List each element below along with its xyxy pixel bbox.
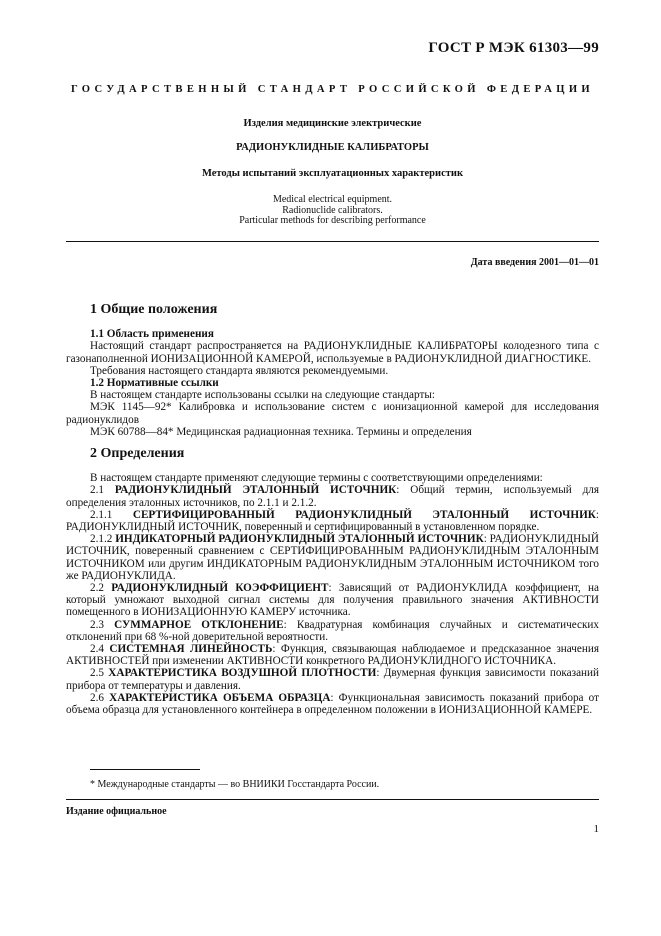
english-title: [66, 195, 599, 227]
definition-number: 2.6: [90, 691, 104, 704]
english-title-line-2: Radionuclide calibrators.: [282, 204, 383, 216]
footnote: * Международные стандарты — во ВНИИКИ Госстандарта России.: [90, 779, 380, 790]
definition-number: 2.3: [90, 618, 104, 631]
definition-2-5: [66, 667, 599, 691]
definition-2-6: [66, 692, 599, 716]
title-line-3: Методы испытаний эксплуатационных характеристик: [201, 168, 463, 179]
definition-number: 2.4: [90, 643, 104, 656]
section-2-heading: 2 Определения: [90, 446, 185, 462]
section-1-heading: 1 Общие положения: [90, 302, 218, 317]
definition-text: : Двумерная функция зависимости показаний прибора от температуры и давления.: [66, 667, 599, 692]
definition-text: : Функция, связывающая наблюдаемое и предсказанное значения АКТИВНОСТЕЙ при изменении АКТИВНОСТИ конкретного РАДИОНУКЛИДНОГО ИСТОЧНИКА.: [66, 643, 600, 668]
official-edition-label: Издание официальное: [66, 806, 167, 817]
definition-term: РАДИОНУКЛИДНЫЙ КОЭФФИЦИЕНТ: [111, 582, 329, 595]
definition-text: : РАДИОНУКЛИДНЫЙ ИСТОЧНИК, поверенный сравнением с СЕРТИФИЦИРОВАННЫМ РАДИОНУКЛИДНЫМ ЭТАЛОННЫМ ИСТОЧНИКОМ или другим ИНДИКАТОРНЫМ РАДИОНУКЛИДНЫМ ЭТАЛОННЫМ ИСТОЧНИКОМ того же РАДИОНУКЛИДА.: [66, 533, 599, 582]
definition-text: : Общий термин, используемый для определения эталонных источников, по 2.1.1 и 2.1.2.: [66, 484, 599, 509]
definition-2-1-2: [66, 533, 599, 582]
definition-term: ХАРАКТЕРИСТИКА ВОЗДУШНОЙ ПЛОТНОСТИ: [108, 667, 377, 680]
page-number: 1: [593, 823, 599, 835]
paragraph: В настоящем стандарте применяют следующие термины с соответствующими определениями:: [90, 472, 543, 485]
effective-date: Дата введения 2001—01—01: [470, 257, 599, 268]
definition-text: : РАДИОНУКЛИДНЫЙ ИСТОЧНИК, поверенный и сертифицированный в установленном порядке.: [66, 508, 599, 534]
document-body: [66, 304, 599, 716]
title-rule: [66, 241, 599, 242]
definition-term: ИНДИКАТОРНЫЙ РАДИОНУКЛИДНЫЙ ЭТАЛОННЫЙ ИСТОЧНИК: [115, 533, 484, 546]
subsection-1-1-heading: 1.1 Область применения: [90, 328, 214, 341]
definition-term: СУММАРНОЕ ОТКЛОНЕНИЕ: [114, 618, 284, 631]
definition-text: : Зависящий от РАДИОНУКЛИДА коэффициент, на который умножают выходной сигнал системы для получения правильного значения АКТИВНОСТИ помещенного в ИОНИЗАЦИОННУЮ КАМЕРУ источника.: [66, 582, 599, 619]
paragraph: Настоящий стандарт распространяется на РАДИОНУКЛИДНЫЕ КАЛИБРАТОРЫ колодезного типа с газонаполненной ИОНИЗАЦИОННОЙ КАМЕРОЙ, используемые в РАДИОНУКЛИДНОЙ ДИАГНОСТИКЕ.: [66, 340, 599, 365]
definition-2-4: [66, 643, 599, 667]
english-title-line-3: Particular methods for describing performance: [239, 215, 426, 226]
paragraph: МЭК 1145—92* Калибровка и использование систем с ионизационной камерой для исследования радионуклидов: [66, 401, 599, 426]
definition-term: ХАРАКТЕРИСТИКА ОБЪЕМА ОБРАЗЦА: [109, 691, 331, 704]
title-line-2: РАДИОНУКЛИДНЫЕ КАЛИБРАТОРЫ: [236, 142, 429, 153]
definition-2-2: [66, 582, 599, 619]
definition-2-1: [66, 484, 599, 508]
definition-text: : Квадратурная комбинация случайных и систематических отклонений при 68 %-ной доверительной вероятности.: [66, 618, 600, 643]
paragraph: В настоящем стандарте использованы ссылки на следующие стандарты:: [90, 389, 435, 402]
definition-term: СИСТЕМНАЯ ЛИНЕЙНОСТЬ: [109, 643, 273, 656]
definition-number: 2.5: [90, 667, 104, 680]
definition-number: 2.1: [90, 484, 104, 497]
definition-term: СЕРТИФИЦИРОВАННЫЙ РАДИОНУКЛИДНЫЙ ЭТАЛОННЫЙ ИСТОЧНИК: [132, 508, 596, 521]
definition-number: 2.2: [90, 582, 104, 595]
definition-text: : Функциональная зависимость показаний прибора от объема образца для установленного контейнера в определенном положении в ИОНИЗАЦИОННОЙ КАМЕРЕ.: [66, 691, 599, 717]
definition-number: 2.1.2: [90, 533, 113, 546]
footnote-rule: [90, 769, 200, 770]
standard-code: ГОСТ Р МЭК 61303—99: [428, 40, 599, 56]
definition-2-3: [66, 619, 599, 643]
state-standard-title: ГОСУДАРСТВЕННЫЙ СТАНДАРТ РОССИЙСКОЙ ФЕДЕРАЦИИ: [70, 84, 595, 95]
paragraph: Требования настоящего стандарта являются рекомендуемыми.: [90, 364, 389, 377]
subsection-1-2-heading: 1.2 Нормативные ссылки: [90, 377, 219, 390]
english-title-line-1: Medical electrical equipment.: [272, 194, 393, 205]
definition-number: 2.1.1: [90, 508, 113, 521]
definition-term: РАДИОНУКЛИДНЫЙ ЭТАЛОННЫЙ ИСТОЧНИК: [114, 484, 397, 497]
footer-rule: [66, 799, 599, 800]
definition-2-1-1: [66, 509, 599, 533]
title-line-1: Изделия медицинские электрические: [243, 118, 422, 129]
paragraph: МЭК 60788—84* Медицинская радиационная техника. Термины и определения: [90, 425, 472, 438]
